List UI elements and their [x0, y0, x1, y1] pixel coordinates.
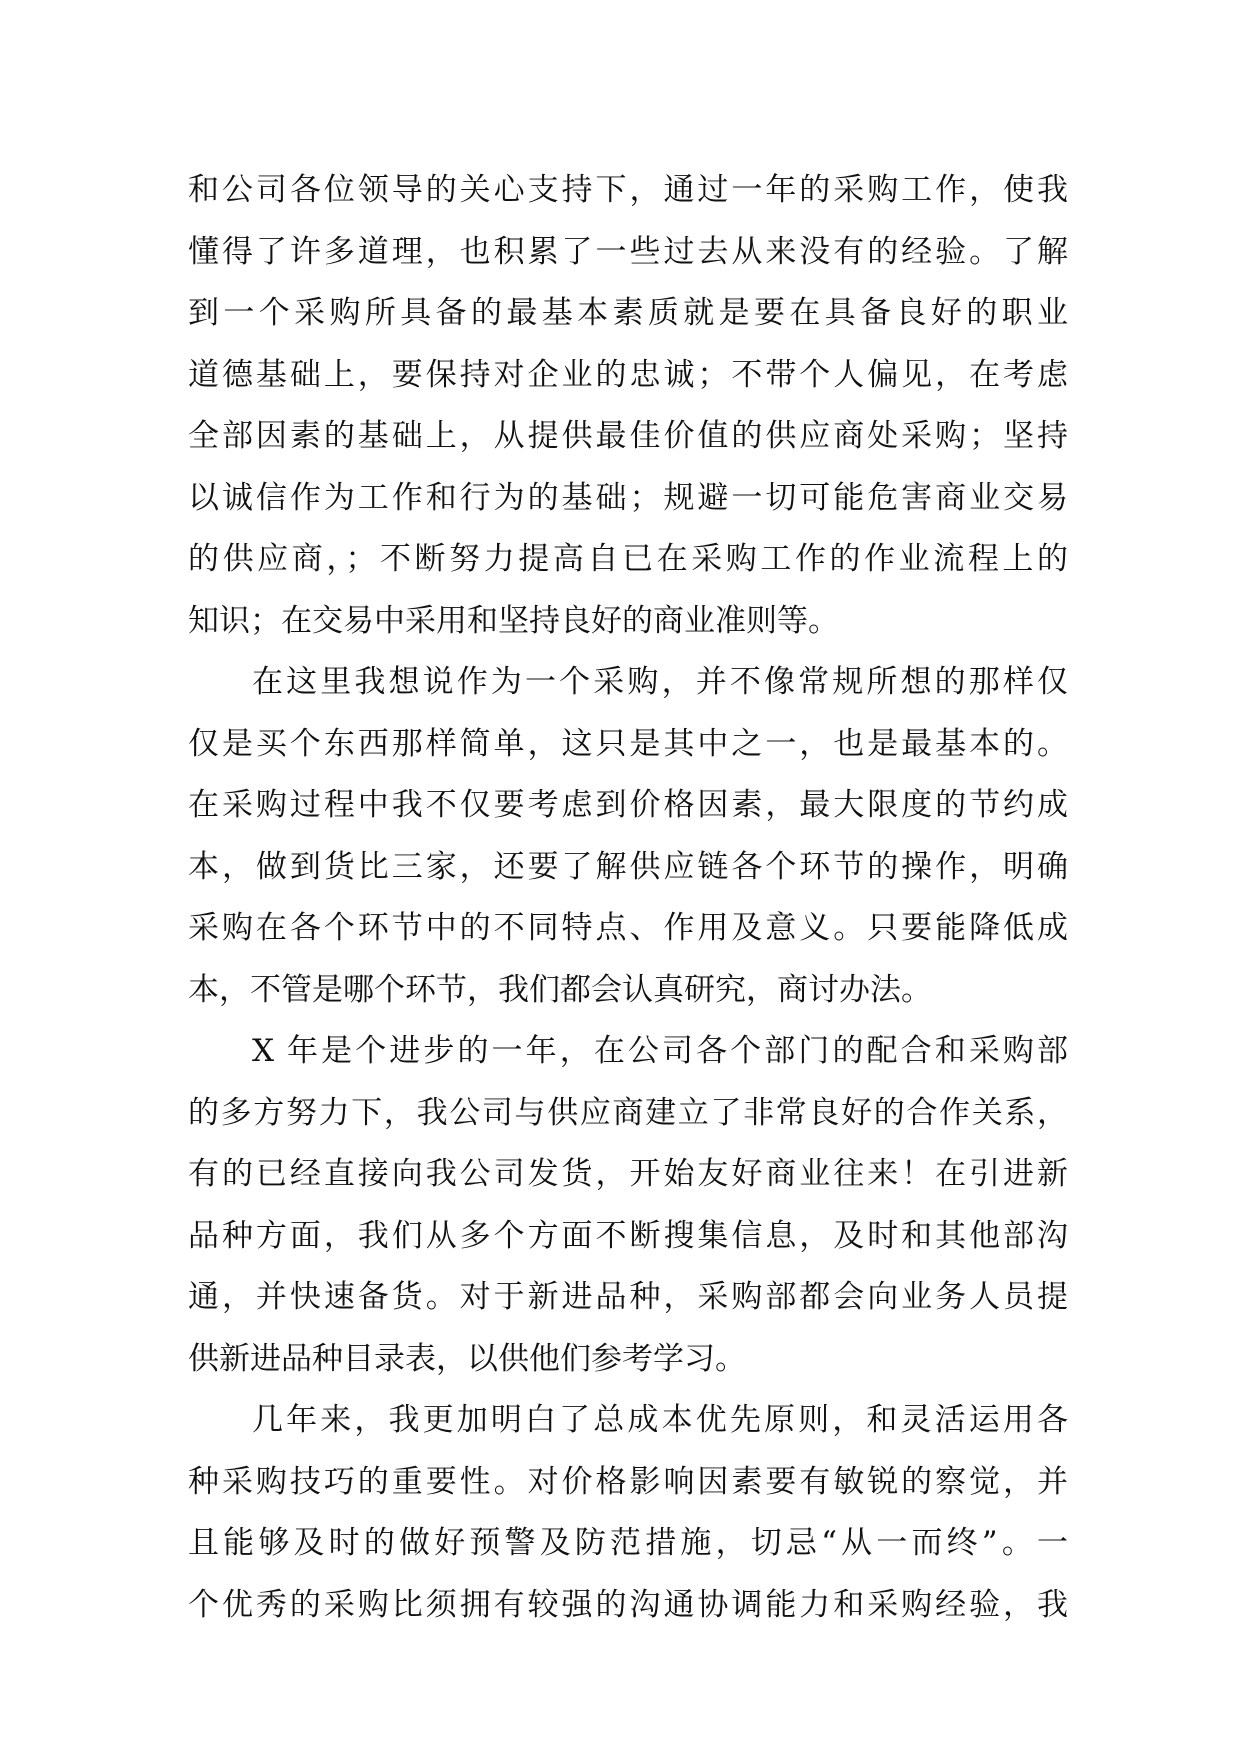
text-line: 本，不管是哪个环节，我们都会认真研究，商讨办法。: [188, 971, 932, 1008]
text-line: 和公司各位领导的关心支持下，通过一年的采购工作，使我: [188, 172, 1068, 208]
text-line: 种采购技巧的重要性。对价格影响因素要有敏锐的察觉，并: [188, 1463, 1068, 1500]
paragraph-first-line: 在这里我想说作为一个采购，并不像常规所想的那样仅: [252, 664, 1068, 700]
text-line: 通，并快速备货。对于新进品种，采购部都会向业务人员提: [188, 1279, 1068, 1315]
text-line: 供新进品种目录表，以供他们参考学习。: [188, 1340, 746, 1377]
text-line: 本，做到货比三家，还要了解供应链各个环节的操作，明确: [188, 848, 1068, 885]
text-line: 采购在各个环节中的不同特点、作用及意义。只要能降低成: [188, 910, 1068, 946]
text-line: 仅是买个东西那样简单，这只是其中之一，也是最基本的。: [188, 725, 1068, 762]
text-line: 全部因素的基础上，从提供最佳价值的供应商处采购；坚持: [188, 418, 1068, 454]
document-body: [188, 160, 1068, 1636]
paragraph-first-line: X 年是个进步的一年，在公司各个部门的配合和采购部: [252, 1033, 1068, 1069]
text-line: 且能够及时的做好预警及防范措施，切忌“从一而终”。一: [188, 1525, 1068, 1561]
text-line: 道德基础上，要保持对企业的忠诚；不带个人偏见，在考虑: [188, 356, 1068, 393]
text-line: 懂得了许多道理，也积累了一些过去从来没有的经验。了解: [188, 233, 1068, 270]
text-line: 到一个采购所具备的最基本素质就是要在具备良好的职业: [188, 295, 1068, 331]
text-line: 的供应商，；不断努力提高自已在采购工作的作业流程上的: [188, 541, 1068, 577]
text-line: 的多方努力下，我公司与供应商建立了非常良好的合作关系，: [188, 1094, 1068, 1131]
text-line: 以诚信作为工作和行为的基础；规避一切可能危害商业交易: [188, 479, 1068, 516]
text-line: 在采购过程中我不仅要考虑到价格因素，最大限度的节约成: [188, 787, 1068, 823]
text-line: 个优秀的采购比须拥有较强的沟通协调能力和采购经验，我: [188, 1586, 1068, 1623]
text-line: 有的已经直接向我公司发货，开始友好商业往来！在引进新: [188, 1156, 1068, 1192]
text-line: 品种方面，我们从多个方面不断搜集信息，及时和其他部沟: [188, 1217, 1068, 1254]
paragraph-first-line: 几年来，我更加明白了总成本优先原则，和灵活运用各: [252, 1402, 1068, 1438]
text-line: 知识；在交易中采用和坚持良好的商业准则等。: [188, 602, 839, 639]
